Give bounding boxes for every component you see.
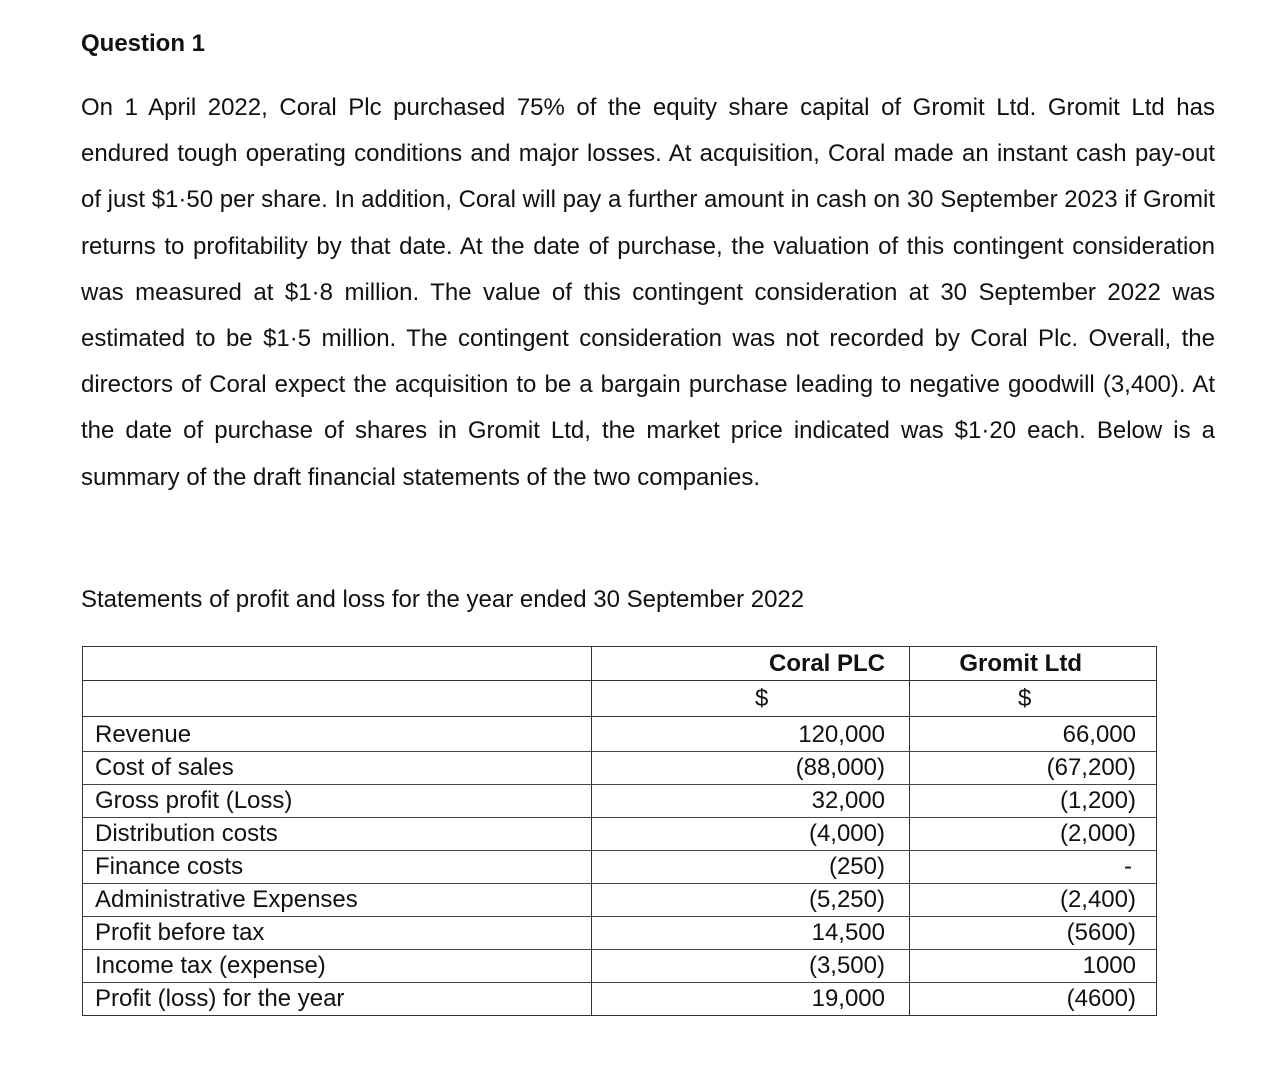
currency-label-cell — [83, 681, 592, 717]
table-row — [83, 752, 1157, 785]
table-row — [83, 785, 1157, 818]
coral-value: 120,000 — [592, 717, 910, 752]
gromit-value: 1000 — [910, 950, 1157, 983]
row-label: Profit before tax — [83, 917, 592, 950]
table-row — [83, 818, 1157, 851]
question-heading: Question 1 — [81, 30, 206, 57]
coral-value: 14,500 — [592, 917, 910, 950]
table-row — [83, 950, 1157, 983]
table-row — [83, 717, 1157, 752]
coral-column-header: Coral PLC — [592, 647, 910, 681]
coral-value: 19,000 — [592, 983, 910, 1016]
coral-currency: $ — [592, 681, 910, 717]
profit-loss-table — [82, 646, 1157, 1016]
row-label: Administrative Expenses — [83, 884, 592, 917]
coral-value: (88,000) — [592, 752, 910, 785]
table-header-row — [83, 647, 1157, 681]
gromit-value: (5600) — [910, 917, 1157, 950]
gromit-currency: $ — [910, 681, 1157, 717]
header-label-cell — [83, 647, 592, 681]
coral-value: (250) — [592, 851, 910, 884]
gromit-value: 66,000 — [910, 717, 1157, 752]
gromit-column-header: Gromit Ltd — [910, 647, 1157, 681]
table-row — [83, 851, 1157, 884]
coral-value: (4,000) — [592, 818, 910, 851]
coral-value: 32,000 — [592, 785, 910, 818]
coral-value: (3,500) — [592, 950, 910, 983]
gromit-value: (2,400) — [910, 884, 1157, 917]
row-label: Distribution costs — [83, 818, 592, 851]
gromit-value: (67,200) — [910, 752, 1157, 785]
row-label: Profit (loss) for the year — [83, 983, 592, 1016]
question-paragraph: On 1 April 2022, Coral Plc purchased 75% of the equity share capital of Gromit Ltd. Gromit Ltd has endured tough operating conditions and major losses. At acquisition, Coral made an instant cash pay-out of just $1·50 per share. In addition, Coral will pay a further amount in cash on 30 September 2023 if Gromit returns to profitability by that date. At the date of purchase, the valuation of this contingent consideration was measured at $1·8 million. The value of this contingent consideration at 30 September 2022 was estimated to be $1·5 million. The contingent consideration was not recorded by Coral Plc. Overall, the directors of Coral expect the acquisition to be a bargain purchase leading to negative goodwill (3,400). At the date of purchase of shares in Gromit Ltd, the market price indicated was $1·20 each. Below is a summary of the draft financial statements of the two companies. — [81, 94, 1215, 491]
gromit-value: (1,200) — [910, 785, 1157, 818]
row-label: Cost of sales — [83, 752, 592, 785]
row-label: Gross profit (Loss) — [83, 785, 592, 818]
coral-value: (5,250) — [592, 884, 910, 917]
table-row — [83, 917, 1157, 950]
gromit-value: - — [910, 851, 1157, 884]
row-label: Finance costs — [83, 851, 592, 884]
table-currency-row — [83, 681, 1157, 717]
table-caption: Statements of profit and loss for the year ended 30 September 2022 — [81, 586, 805, 613]
table-row — [83, 983, 1157, 1016]
gromit-value: (4600) — [910, 983, 1157, 1016]
row-label: Revenue — [83, 717, 592, 752]
table-row — [83, 884, 1157, 917]
gromit-value: (2,000) — [910, 818, 1157, 851]
row-label: Income tax (expense) — [83, 950, 592, 983]
table-body — [83, 717, 1157, 1016]
